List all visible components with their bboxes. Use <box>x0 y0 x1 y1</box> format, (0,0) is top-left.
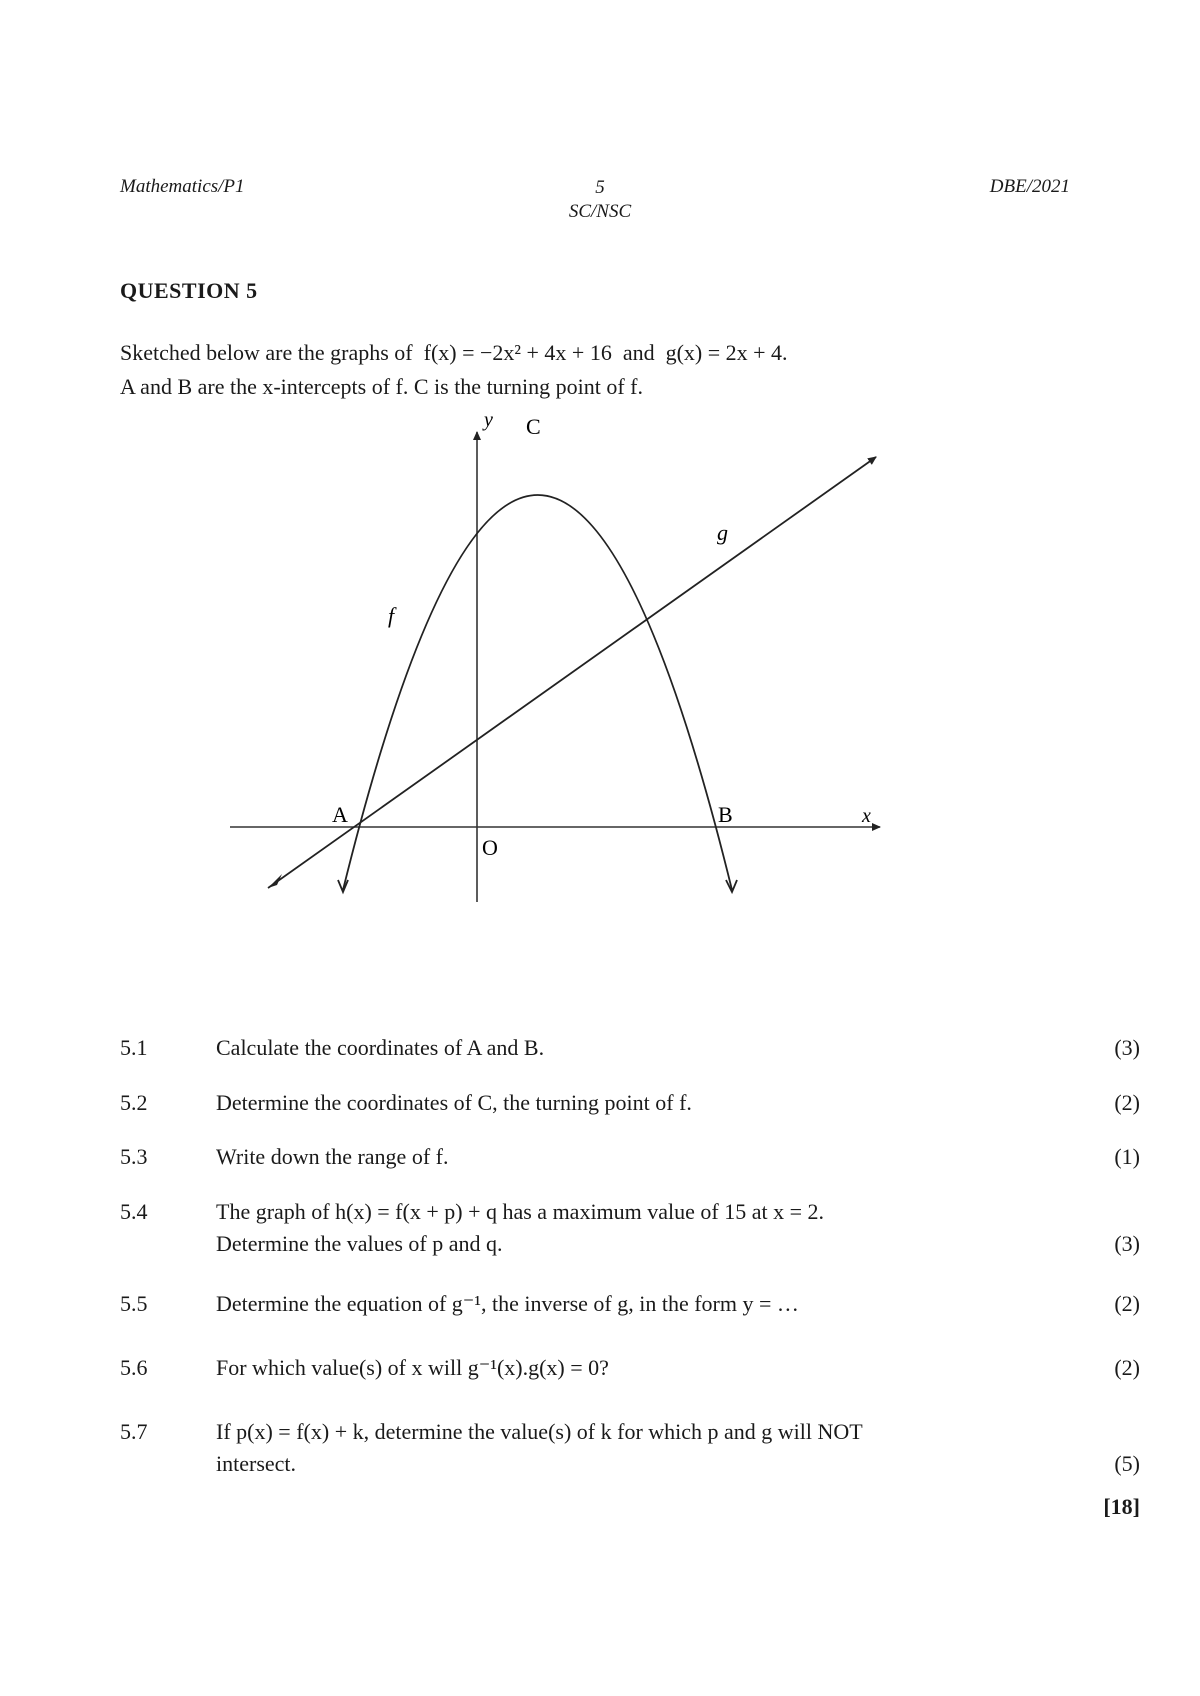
question-intro <box>120 336 788 404</box>
line-g-arrow-left <box>268 874 282 888</box>
page-number: 5 <box>595 177 605 198</box>
marks: (2) <box>1114 1090 1140 1115</box>
point-a-label: A <box>332 802 348 827</box>
line-g-label: g <box>717 520 728 545</box>
question-title: QUESTION 5 <box>120 278 258 303</box>
curve-f <box>343 495 732 890</box>
line-g <box>268 457 876 888</box>
x-axis-label: x <box>862 805 871 827</box>
intro-line-2: A and B are the x-intercepts of f. C is the turning point of f. <box>120 374 643 399</box>
marks: (2) <box>1114 1355 1140 1380</box>
f-definition: f(x) = −2x² + 4x + 16 <box>423 340 612 365</box>
marks: (5) <box>1114 1451 1140 1476</box>
marks: (2) <box>1114 1291 1140 1316</box>
function-graph <box>230 409 910 950</box>
question-total: [18] <box>1103 1494 1140 1519</box>
marks: (3) <box>1114 1035 1140 1060</box>
header-subject: Mathematics/P1 <box>120 176 245 197</box>
origin-label: O <box>482 835 498 860</box>
y-axis-label: y <box>484 409 493 431</box>
intro-line-1: Sketched below are the graphs of f(x) = −2x² + 4x + 16 and g(x) = 2x + 4. <box>120 340 788 365</box>
g-definition: g(x) = 2x + 4. <box>665 340 788 365</box>
marks: (1) <box>1114 1144 1140 1169</box>
header-dbe: DBE/2021 <box>989 176 1070 197</box>
header-sub: SC/NSC <box>568 201 632 222</box>
marks: (3) <box>1114 1231 1140 1256</box>
curve-f-arrow-left <box>338 880 348 892</box>
curve-f-label: f <box>388 603 395 628</box>
point-c-label: C <box>526 414 541 439</box>
point-b-label: B <box>718 802 733 827</box>
